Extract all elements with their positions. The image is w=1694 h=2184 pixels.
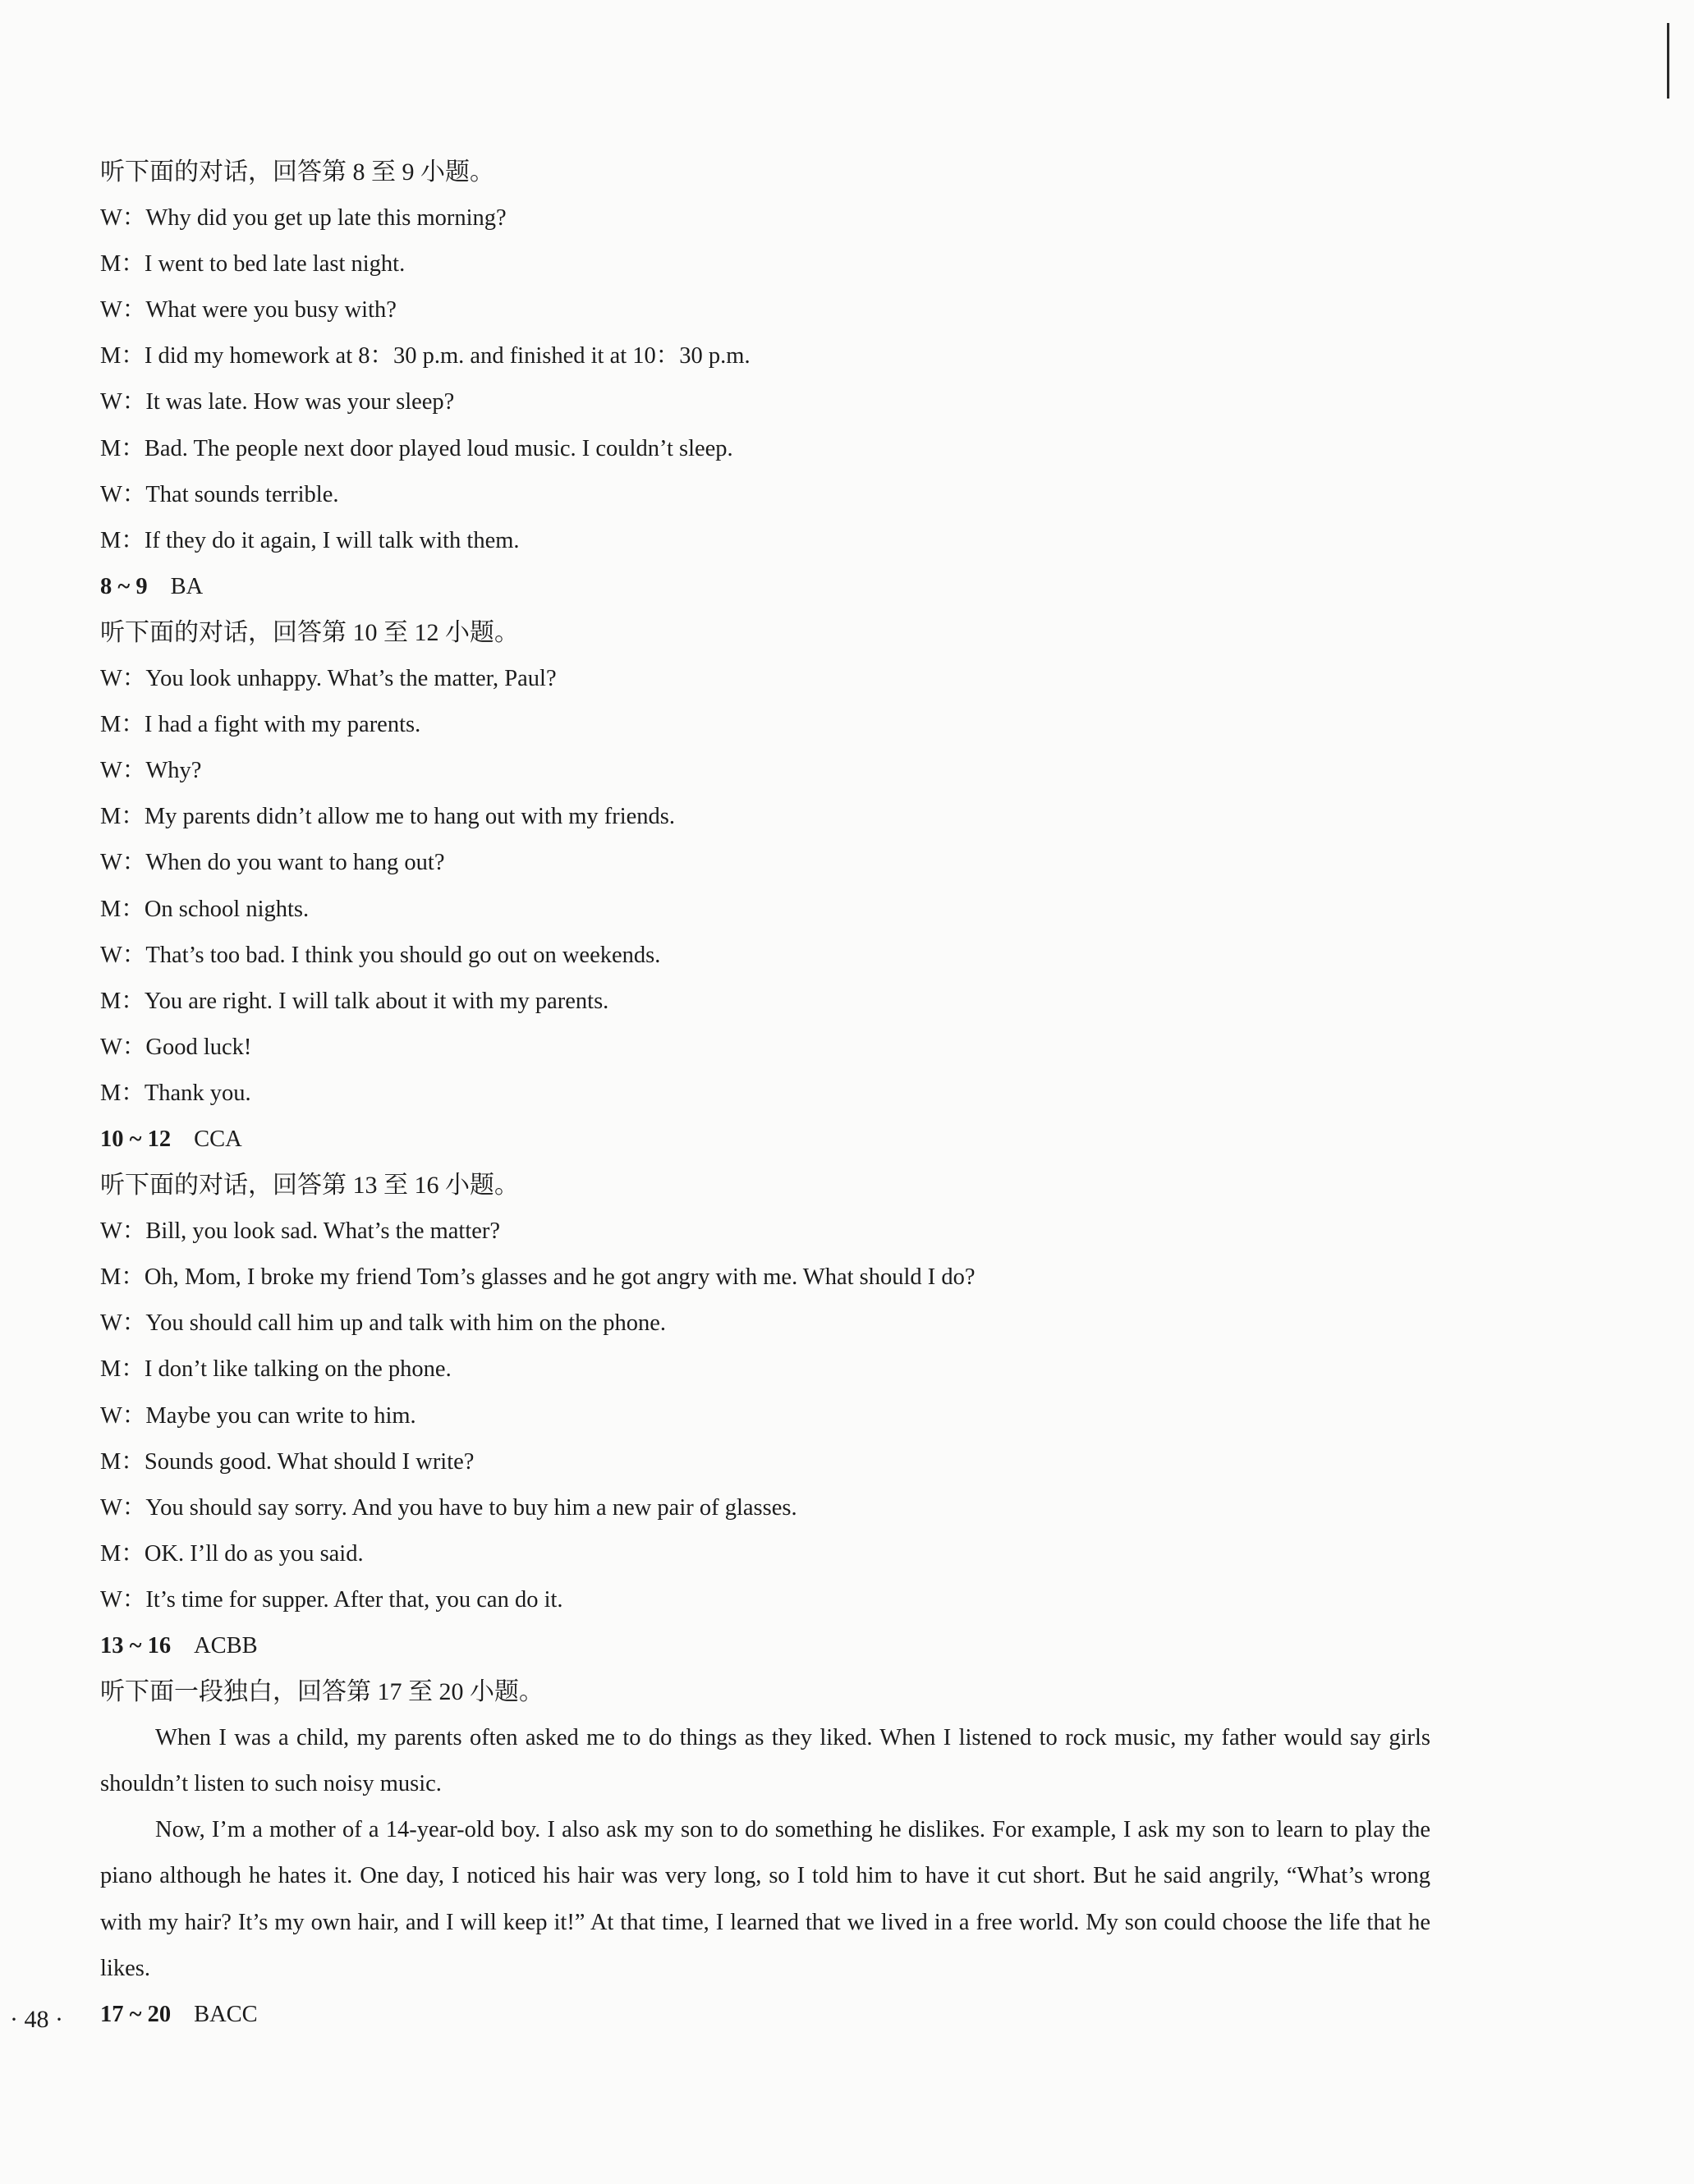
dialogue-line: M：You are right. I will talk about it with my parents. [100, 988, 609, 1014]
answer-line [100, 564, 1430, 610]
answer-key-content [100, 149, 1430, 2038]
monologue-paragraph: When I was a child, my parents often asked me to do things as they liked. When I listened to rock music, my father would say girls shouldn’t listen to such noisy music. [100, 1725, 1430, 1797]
dialogue-line: M：My parents didn’t allow me to hang out with my friends. [100, 804, 676, 830]
dialogue-line: M：Thank you. [100, 1080, 251, 1106]
section-heading: 听下面的对话，回答第 10 至 12 小题。 [100, 618, 519, 646]
section-10-12 [100, 610, 1430, 1163]
dialogue-line: W：Bill, you look sad. What’s the matter? [100, 1218, 501, 1245]
answer-number: 13 ~ 16 [100, 1633, 172, 1659]
dialogue-line: M：If they do it again, I will talk with them. [100, 527, 520, 553]
answer-value: CCA [194, 1126, 242, 1152]
section-13-16 [100, 1163, 1430, 1669]
answer-line [100, 1623, 1430, 1669]
dialogue-line: W：That’s too bad. I think you should go out on weekends. [100, 942, 661, 968]
monologue-paragraph: Now, I’m a mother of a 14-year-old boy. I also ask my son to do something he dislikes. For example, I ask my son to learn to play the piano although he hates it. One day, I noticed his hair was very long, so I told him to have it cut short. But he said angrily, “What’s wrong with my hair? It’s my own hair, and I will keep it!” At that time, I learned that we lived in a free world. My son could choose the life that he likes. [100, 1817, 1430, 1981]
page-edge-mark [1667, 23, 1669, 99]
answer-number: 10 ~ 12 [100, 1126, 172, 1152]
section-heading: 听下面的对话，回答第 13 至 16 小题。 [100, 1172, 519, 1200]
dialogue-line: M：I went to bed late last night. [100, 251, 406, 278]
dialogue-line: M：Bad. The people next door played loud music. I couldn’t sleep. [100, 435, 733, 461]
answer-number: 17 ~ 20 [100, 2001, 172, 2027]
dialogue-line: W：You should say sorry. And you have to buy him a new pair of glasses. [100, 1494, 797, 1521]
section-heading: 听下面一段独白，回答第 17 至 20 小题。 [100, 1678, 544, 1706]
answer-line [100, 1117, 1430, 1163]
dialogue-line: W：That sounds terrible. [100, 481, 339, 507]
dialogue-line: M：I had a fight with my parents. [100, 712, 421, 738]
page-number: · 48 · [10, 2006, 63, 2033]
section-8-9 [100, 149, 1430, 610]
dialogue-line: W：Good luck! [100, 1034, 252, 1060]
dialogue-line: W：When do you want to hang out? [100, 850, 445, 876]
section-17-20 [100, 1669, 1430, 2038]
dialogue-line: M：On school nights. [100, 896, 310, 922]
dialogue-line: W：You should call him up and talk with him on the phone. [100, 1310, 666, 1337]
answer-value: BA [170, 573, 204, 599]
dialogue-line: W：What were you busy with? [100, 297, 397, 323]
section-heading: 听下面的对话，回答第 8 至 9 小题。 [100, 158, 494, 186]
dialogue-line: W：It was late. How was your sleep? [100, 389, 455, 415]
answer-value: ACBB [194, 1633, 258, 1659]
dialogue-line: M：Sounds good. What should I write? [100, 1448, 475, 1475]
dialogue-line: M：I don’t like talking on the phone. [100, 1356, 452, 1383]
dialogue-line: M：Oh, Mom, I broke my friend Tom’s glasses and he got angry with me. What should I do? [100, 1264, 976, 1291]
dialogue-line: W：It’s time for supper. After that, you can do it. [100, 1586, 563, 1613]
answer-value: BACC [194, 2001, 258, 2027]
answer-number: 8 ~ 9 [100, 573, 148, 599]
dialogue-line: W：Why? [100, 758, 202, 784]
dialogue-line: W：Maybe you can write to him. [100, 1402, 416, 1429]
answer-line [100, 1992, 1430, 2038]
dialogue-line: W：You look unhappy. What’s the matter, Paul? [100, 666, 557, 692]
dialogue-line: M：I did my homework at 8：30 p.m. and finished it at 10：30 p.m. [100, 343, 751, 369]
dialogue-line: W：Why did you get up late this morning? [100, 205, 507, 232]
dialogue-line: M：OK. I’ll do as you said. [100, 1540, 364, 1567]
